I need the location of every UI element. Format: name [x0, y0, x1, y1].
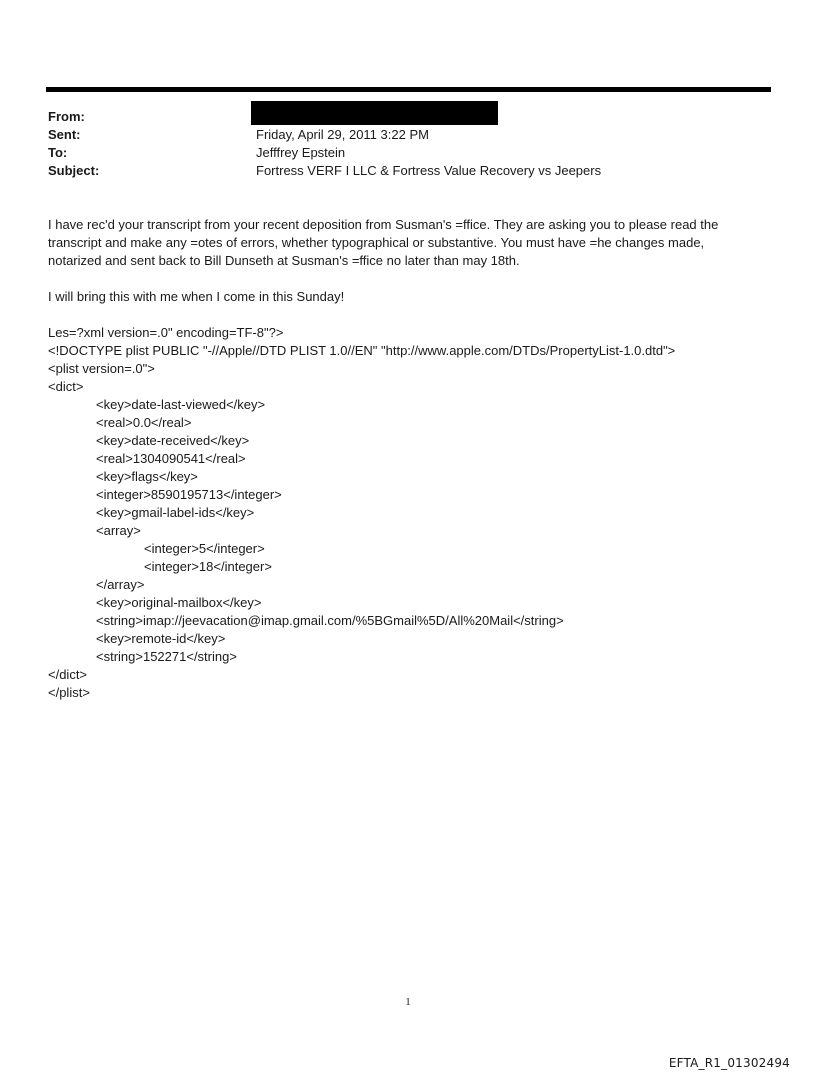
plist-code-line: <integer>8590195713</integer> [96, 487, 282, 502]
header-rule [46, 87, 771, 92]
body-paragraph-2: I will bring this with me when I come in this Sunday! [48, 289, 345, 304]
plist-code-line: <key>remote-id</key> [96, 631, 226, 646]
plist-code-line: <string>152271</string> [96, 649, 237, 664]
subject-value: Fortress VERF I LLC & Fortress Value Recovery vs Jeepers [256, 163, 602, 178]
page-number: 1 [405, 996, 411, 1008]
plist-code-line: <key>date-last-viewed</key> [96, 397, 266, 412]
plist-code-line: <dict> [48, 379, 84, 394]
plist-code-line: </plist> [48, 685, 90, 700]
plist-code-line: Les=?xml version=.0" encoding=TF-8"?> [48, 325, 284, 340]
sent-label: Sent: [48, 127, 81, 142]
plist-code-line: </dict> [48, 667, 88, 682]
plist-code-line: <integer>18</integer> [144, 559, 272, 574]
plist-code-block [48, 324, 758, 702]
sent-value: Friday, April 29, 2011 3:22 PM [256, 127, 429, 142]
plist-code-line: <!DOCTYPE plist PUBLIC "-//Apple//DTD PLIST 1.0//EN" "http://www.apple.com/DTDs/PropertyList-1.0.dtd"> [48, 343, 676, 358]
subject-label: Subject: [48, 163, 100, 178]
plist-code-line: <integer>5</integer> [144, 541, 265, 556]
plist-code-line: <real>1304090541</real> [96, 451, 246, 466]
from-label: From: [48, 109, 85, 124]
to-value: Jefffrey Epstein [256, 145, 346, 160]
plist-code-line: <string>imap://jeevacation@imap.gmail.com/%5BGmail%5D/All%20Mail</string> [96, 613, 564, 628]
plist-code-line: <key>flags</key> [96, 469, 198, 484]
to-label: To: [48, 145, 68, 160]
plist-code-line: <key>date-received</key> [96, 433, 250, 448]
plist-code-line: <real>0.0</real> [96, 415, 192, 430]
plist-code-line: <plist version=.0"> [48, 361, 155, 376]
email-body [48, 216, 758, 702]
bates-number: EFTA_R1_01302494 [668, 1056, 790, 1070]
redaction-box [251, 101, 498, 125]
plist-code-line: <array> [96, 523, 141, 538]
body-paragraph-1: I have rec'd your transcript from your recent deposition from Susman's =ffice. They are asking you to please read the transcript and make any =otes of errors, whether typographical or substantive. You must have =he changes made, notarized and sent back to Bill Dunseth at Susman's =ffice no later than may 18th. [48, 217, 719, 268]
plist-code-line: </array> [96, 577, 145, 592]
plist-code-line: <key>gmail-label-ids</key> [96, 505, 255, 520]
plist-code-line: <key>original-mailbox</key> [96, 595, 262, 610]
